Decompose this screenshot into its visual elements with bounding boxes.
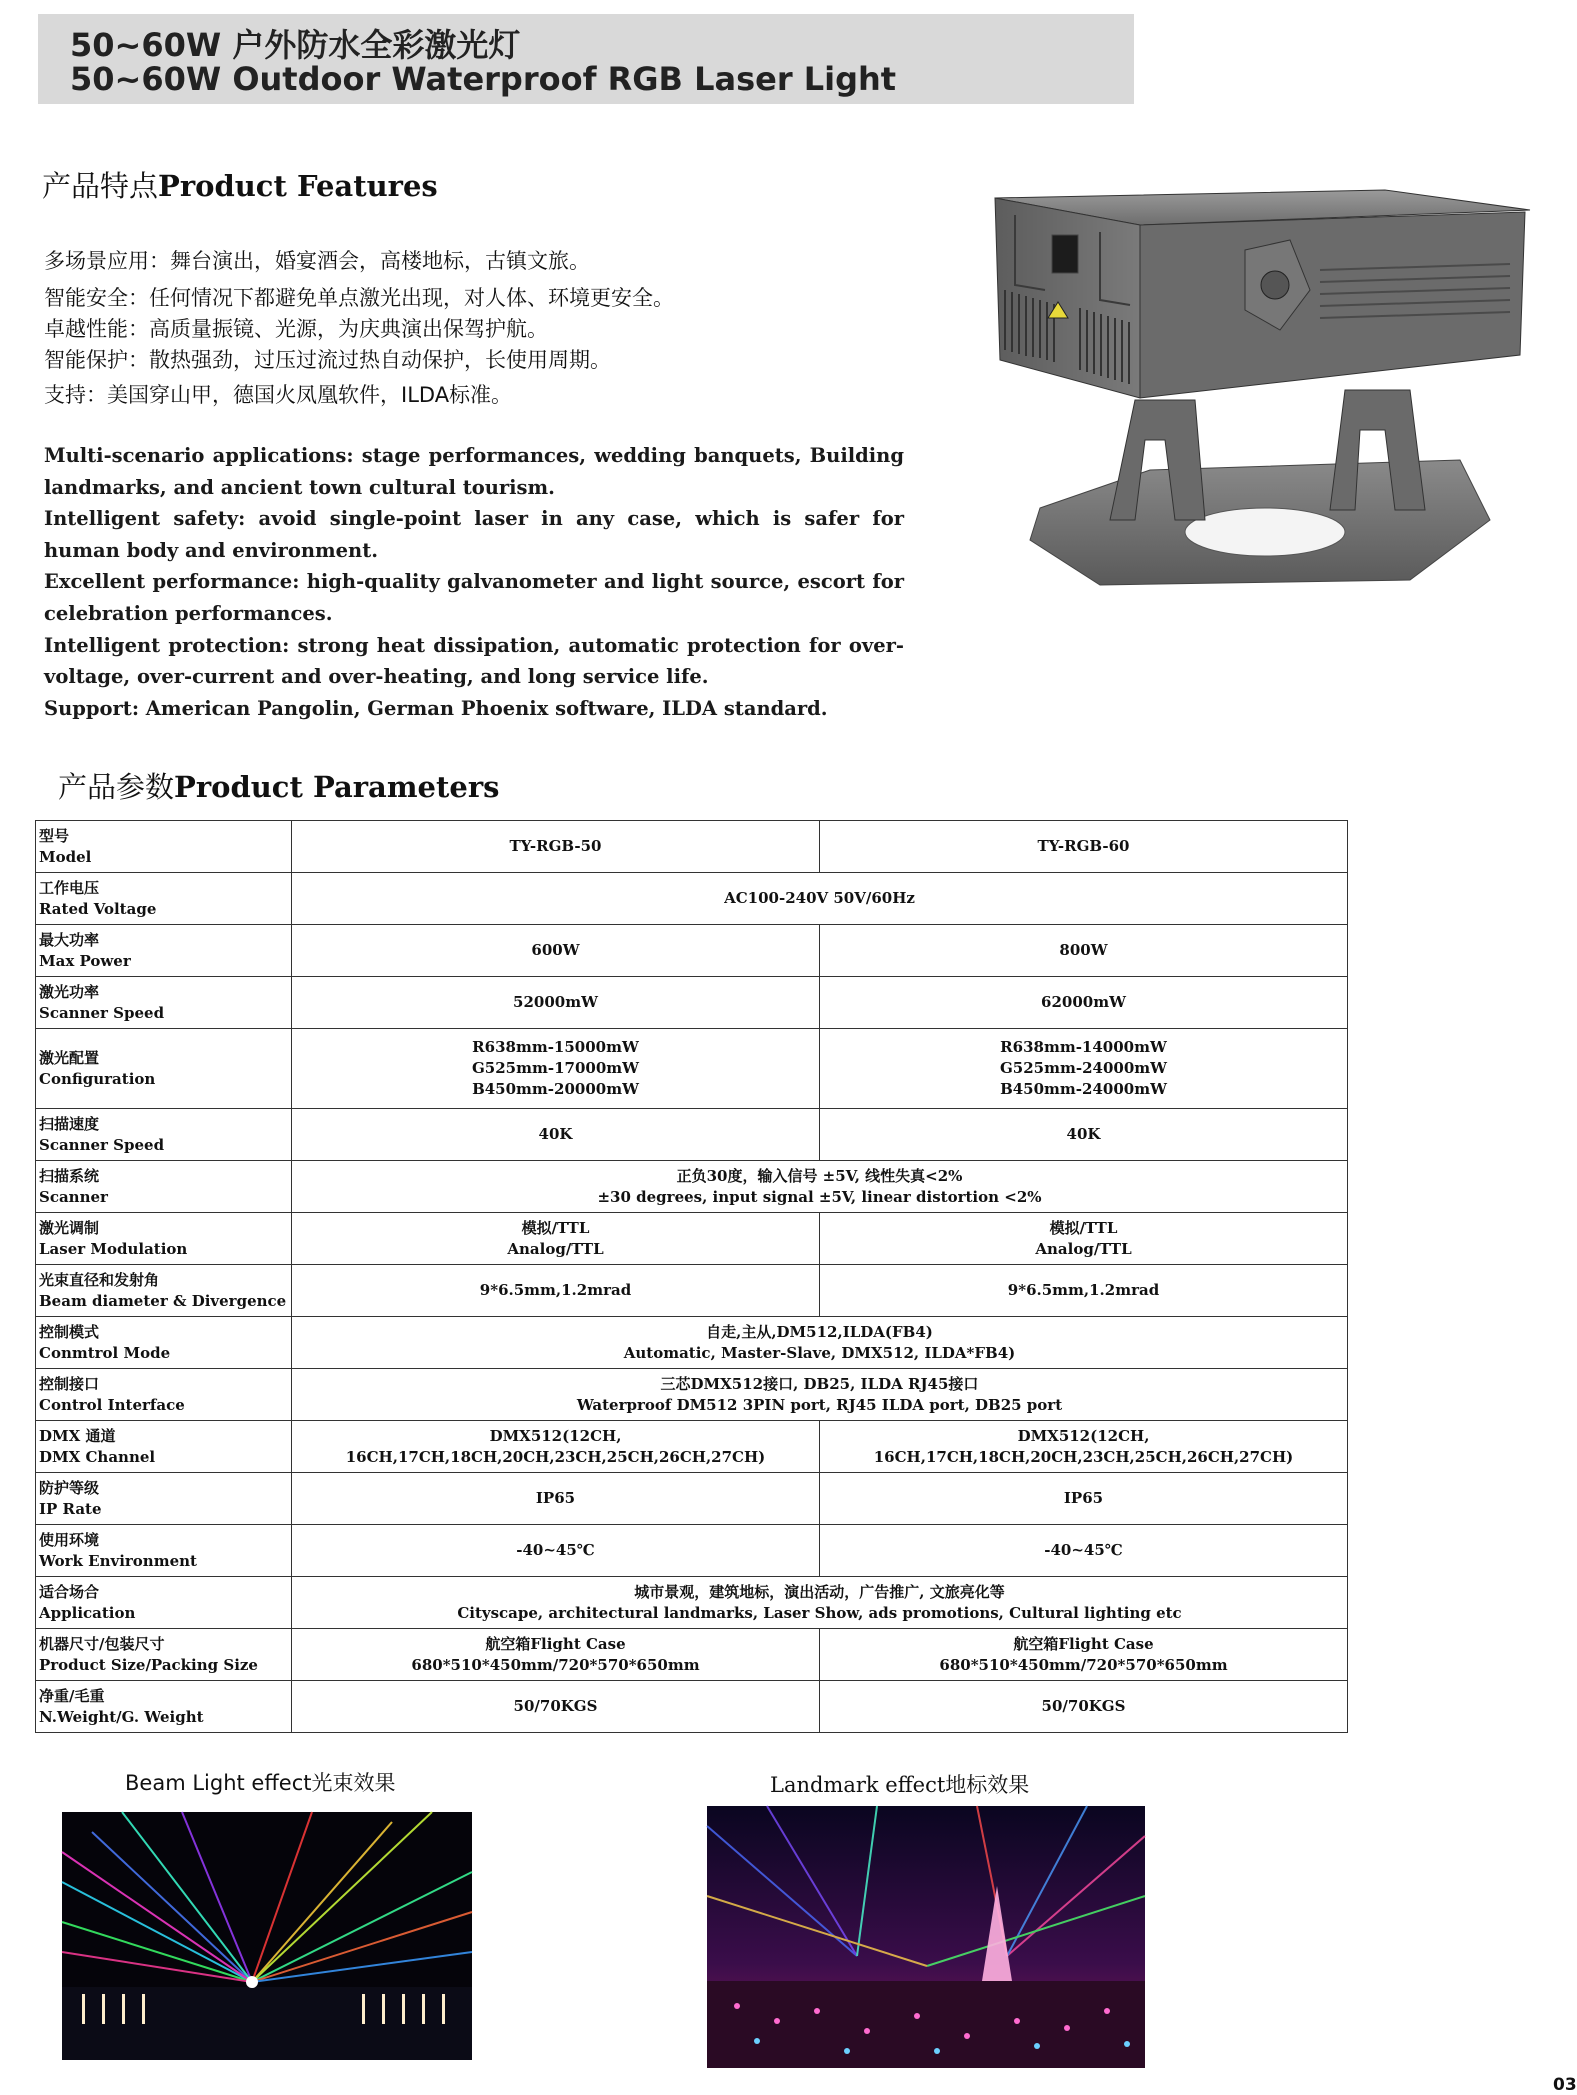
param-value-line: 40K (538, 1125, 573, 1143)
table-row (36, 925, 1348, 977)
param-value-line: 9*6.5mm,1.2mrad (1007, 1281, 1160, 1299)
param-value-line: 62000mW (1041, 993, 1126, 1011)
features-en-list (44, 440, 904, 724)
param-value-model-50 (292, 1029, 820, 1109)
feature-cn-line: 卓越性能：高质量振镜、光源，为庆典演出保驾护航。 (44, 317, 548, 341)
param-label-cn: 最大功率 (39, 930, 100, 949)
param-label (36, 977, 292, 1029)
title-en: 50~60W Outdoor Waterproof RGB Laser Light (70, 60, 897, 98)
table-row (36, 1629, 1348, 1681)
param-label (36, 1265, 292, 1317)
table-row (36, 1369, 1348, 1421)
param-label-en: N.Weight/G. Weight (39, 1707, 204, 1726)
param-label-cn: 激光功率 (39, 982, 100, 1001)
param-label-en: Conmtrol Mode (39, 1343, 171, 1362)
param-label (36, 925, 292, 977)
param-value-model-60 (820, 1525, 1348, 1577)
param-value-line: IP65 (535, 1489, 576, 1507)
feature-cn-line: 多场景应用：舞台演出，婚宴酒会，高楼地标，古镇文旅。 (44, 249, 590, 273)
param-value-line: DMX512(12CH, 16CH,17CH,18CH,20CH,23CH,25CH,26CH,27CH) (345, 1426, 766, 1466)
param-label-cn: 扫描系统 (39, 1166, 100, 1185)
param-value-model-60 (820, 1265, 1348, 1317)
param-label-en: Scanner Speed (39, 1003, 165, 1022)
param-label-en: DMX Channel (39, 1447, 156, 1466)
param-label (36, 1421, 292, 1473)
feature-en-paragraph: Support: American Pangolin, German Phoenix software, ILDA standard. (44, 696, 828, 720)
param-value-model-60 (820, 1029, 1348, 1109)
param-label-en: Application (39, 1603, 136, 1622)
param-label-en: Configuration (39, 1069, 156, 1088)
param-value-model-60 (820, 1681, 1348, 1733)
param-value-line: 自走,主从,DM512,ILDA(FB4) (706, 1322, 933, 1341)
param-value-line: 航空箱Flight Case (1013, 1634, 1154, 1653)
param-label (36, 1577, 292, 1629)
table-row (36, 1681, 1348, 1733)
param-value-line: 航空箱Flight Case (485, 1634, 626, 1653)
param-label-cn: 防护等级 (39, 1478, 100, 1497)
param-value-line: ±30 degrees, input signal ±5V, linear distortion <2% (597, 1187, 1042, 1206)
param-value-line: Analog/TTL (1035, 1239, 1132, 1258)
param-value-model-50 (292, 1109, 820, 1161)
feature-en-paragraph: Excellent performance: high-quality galvanometer and light source, escort for celebration performances. (44, 570, 904, 625)
param-value-line: 50/70KGS (513, 1697, 598, 1715)
param-value-line: IP65 (1063, 1489, 1104, 1507)
param-label-en: Max Power (39, 951, 131, 970)
features-heading-en: Product Features (158, 169, 438, 203)
feature-en-paragraph: Intelligent safety: avoid single-point laser in any case, which is safer for human body and environment. (44, 507, 904, 562)
param-value-model-50 (292, 821, 820, 873)
feature-cn-line: 支持：美国穿山甲，德国火凤凰软件，ILDA标准。 (44, 383, 513, 407)
param-label-en: Scanner Speed (39, 1135, 165, 1154)
table-row (36, 977, 1348, 1029)
param-value-line: B450mm-20000mW (472, 1080, 639, 1098)
param-label-cn: 光束直径和发射角 (39, 1270, 160, 1289)
param-label (36, 873, 292, 925)
param-label-cn: 激光调制 (39, 1218, 100, 1237)
param-value-model-50 (292, 977, 820, 1029)
param-value-line: -40~45℃ (1044, 1541, 1123, 1559)
param-value-line: 680*510*450mm/720*570*650mm (411, 1655, 700, 1674)
param-label (36, 1109, 292, 1161)
parameters-table (35, 820, 1348, 1733)
feature-en-paragraph: Intelligent protection: strong heat dissipation, automatic protection for over-voltage, over-current and over-heating, and long service life. (44, 633, 904, 689)
param-label-en: IP Rate (39, 1499, 102, 1518)
param-value-model-50 (292, 925, 820, 977)
param-value-line: 600W (531, 941, 580, 959)
param-value-model-60 (820, 925, 1348, 977)
param-label-cn: 控制接口 (39, 1374, 100, 1393)
param-value-model-50 (292, 1629, 820, 1681)
param-label-cn: 激光配置 (39, 1048, 100, 1067)
features-heading-cn: 产品特点 (42, 169, 159, 203)
param-value-line: B450mm-24000mW (1000, 1080, 1167, 1098)
features-heading (42, 164, 438, 205)
param-value-shared (292, 1317, 1348, 1369)
param-value-line: Waterproof DM512 3PIN port, RJ45 ILDA port, DB25 port (576, 1395, 1063, 1414)
param-label (36, 1681, 292, 1733)
param-label (36, 821, 292, 873)
param-label-cn: 使用环境 (39, 1530, 100, 1549)
param-value-line: 800W (1059, 941, 1108, 959)
param-label (36, 1369, 292, 1421)
param-value-model-60 (820, 977, 1348, 1029)
param-value-line: -40~45℃ (516, 1541, 595, 1559)
param-value-line: 50/70KGS (1041, 1697, 1126, 1715)
param-label-en: Control Interface (39, 1395, 185, 1414)
param-value-model-60 (820, 1629, 1348, 1681)
param-value-model-60 (820, 1109, 1348, 1161)
landmark-effect-image (707, 1806, 1145, 2068)
param-value-model-50 (292, 1681, 820, 1733)
landmark-effect-caption: Landmark effect地标效果 (770, 1773, 1030, 1797)
param-value-model-60 (820, 1213, 1348, 1265)
param-label (36, 1213, 292, 1265)
features-cn-list (44, 246, 944, 411)
param-value-model-50 (292, 1213, 820, 1265)
param-label-cn: 型号 (39, 826, 70, 845)
param-label-cn: 工作电压 (39, 878, 100, 897)
table-row (36, 1213, 1348, 1265)
param-value-model-60 (820, 1473, 1348, 1525)
table-row (36, 1577, 1348, 1629)
param-label-cn: 净重/毛重 (39, 1686, 105, 1705)
parameters-heading-en: Product Parameters (174, 770, 500, 804)
param-value-line: Automatic, Master-Slave, DMX512, ILDA*FB4) (623, 1343, 1016, 1362)
param-label-en: Product Size/Packing Size (39, 1655, 258, 1674)
param-value-line: DMX512(12CH, 16CH,17CH,18CH,20CH,23CH,25CH,26CH,27CH) (873, 1426, 1294, 1466)
table-row (36, 1265, 1348, 1317)
param-value-model-60 (820, 1421, 1348, 1473)
param-label (36, 1317, 292, 1369)
table-row (36, 1473, 1348, 1525)
feature-en-paragraph: Multi-scenario applications: stage performances, wedding banquets, Building landmarks, and ancient town cultural tourism. (44, 444, 904, 499)
param-label (36, 1525, 292, 1577)
param-value-line: Analog/TTL (507, 1239, 604, 1258)
param-value-line: 模拟/TTL (521, 1218, 590, 1237)
param-value-model-50 (292, 1473, 820, 1525)
param-value-line: 正负30度，输入信号 ±5V, 线性失真<2% (676, 1166, 963, 1185)
page-number: 03 (1553, 2075, 1577, 2095)
table-row (36, 1525, 1348, 1577)
param-value-model-50 (292, 1421, 820, 1473)
table-row (36, 1109, 1348, 1161)
beam-effect-image (62, 1812, 472, 2060)
param-label-en: Laser Modulation (39, 1239, 188, 1258)
param-value-line: 模拟/TTL (1049, 1218, 1118, 1237)
table-row (36, 1029, 1348, 1109)
feature-cn-line: 智能保护：散热强劲，过压过流过热自动保护，长使用周期。 (44, 348, 611, 372)
param-value-shared (292, 1369, 1348, 1421)
title-cn: 50~60W 户外防水全彩激光灯 (70, 26, 521, 64)
param-value-model-50 (292, 1265, 820, 1317)
param-value-model-50 (292, 1525, 820, 1577)
table-row (36, 1421, 1348, 1473)
param-value-line: 城市景观，建筑地标，演出活动，广告推广, 文旅亮化等 (634, 1582, 1005, 1601)
param-label-en: Work Environment (39, 1551, 197, 1570)
title-bar (38, 14, 1134, 104)
param-value-shared (292, 1161, 1348, 1213)
param-value-line: R638mm-14000mW (1000, 1038, 1167, 1056)
param-label-cn: 适合场合 (39, 1582, 100, 1601)
param-value-line: Cityscape, architectural landmarks, Laser Show, ads promotions, Cultural lighting etc (457, 1603, 1182, 1622)
param-value-line: TY-RGB-60 (1037, 837, 1130, 855)
param-label-cn: DMX 通道 (39, 1426, 116, 1445)
param-value-line: 9*6.5mm,1.2mrad (479, 1281, 632, 1299)
table-row (36, 1161, 1348, 1213)
param-label-cn: 机器尺寸/包装尺寸 (39, 1634, 165, 1653)
param-label-cn: 扫描速度 (39, 1114, 100, 1133)
param-label-en: Model (39, 847, 92, 866)
table-row (36, 821, 1348, 873)
param-value-line: 三芯DMX512接口, DB25, ILDA RJ45接口 (660, 1374, 979, 1393)
table-row (36, 873, 1348, 925)
param-label (36, 1161, 292, 1213)
beam-effect-caption: Beam Light effect光束效果 (125, 1771, 396, 1795)
feature-cn-line: 智能安全：任何情况下都避免单点激光出现，对人体、环境更安全。 (44, 286, 674, 310)
param-value-line: TY-RGB-50 (509, 837, 602, 855)
param-label-cn: 控制模式 (39, 1322, 100, 1341)
param-value-model-60 (820, 821, 1348, 873)
param-label (36, 1473, 292, 1525)
param-label-en: Beam diameter & Divergence (39, 1291, 287, 1310)
param-value-line: G525mm-17000mW (472, 1059, 639, 1077)
param-value-shared (292, 873, 1348, 925)
param-value-line: AC100-240V 50V/60Hz (724, 889, 915, 907)
parameters-heading-cn: 产品参数 (58, 770, 175, 804)
param-value-shared (292, 1577, 1348, 1629)
parameters-heading (58, 765, 499, 806)
table-row (36, 1317, 1348, 1369)
product-laser-image (990, 190, 1530, 600)
param-label-en: Scanner (39, 1187, 108, 1206)
param-label-en: Rated Voltage (39, 899, 157, 918)
param-value-line: 40K (1066, 1125, 1101, 1143)
param-value-line: 680*510*450mm/720*570*650mm (939, 1655, 1228, 1674)
param-label (36, 1029, 292, 1109)
param-label (36, 1629, 292, 1681)
param-value-line: 52000mW (513, 993, 598, 1011)
param-value-line: G525mm-24000mW (1000, 1059, 1167, 1077)
param-value-line: R638mm-15000mW (472, 1038, 639, 1056)
